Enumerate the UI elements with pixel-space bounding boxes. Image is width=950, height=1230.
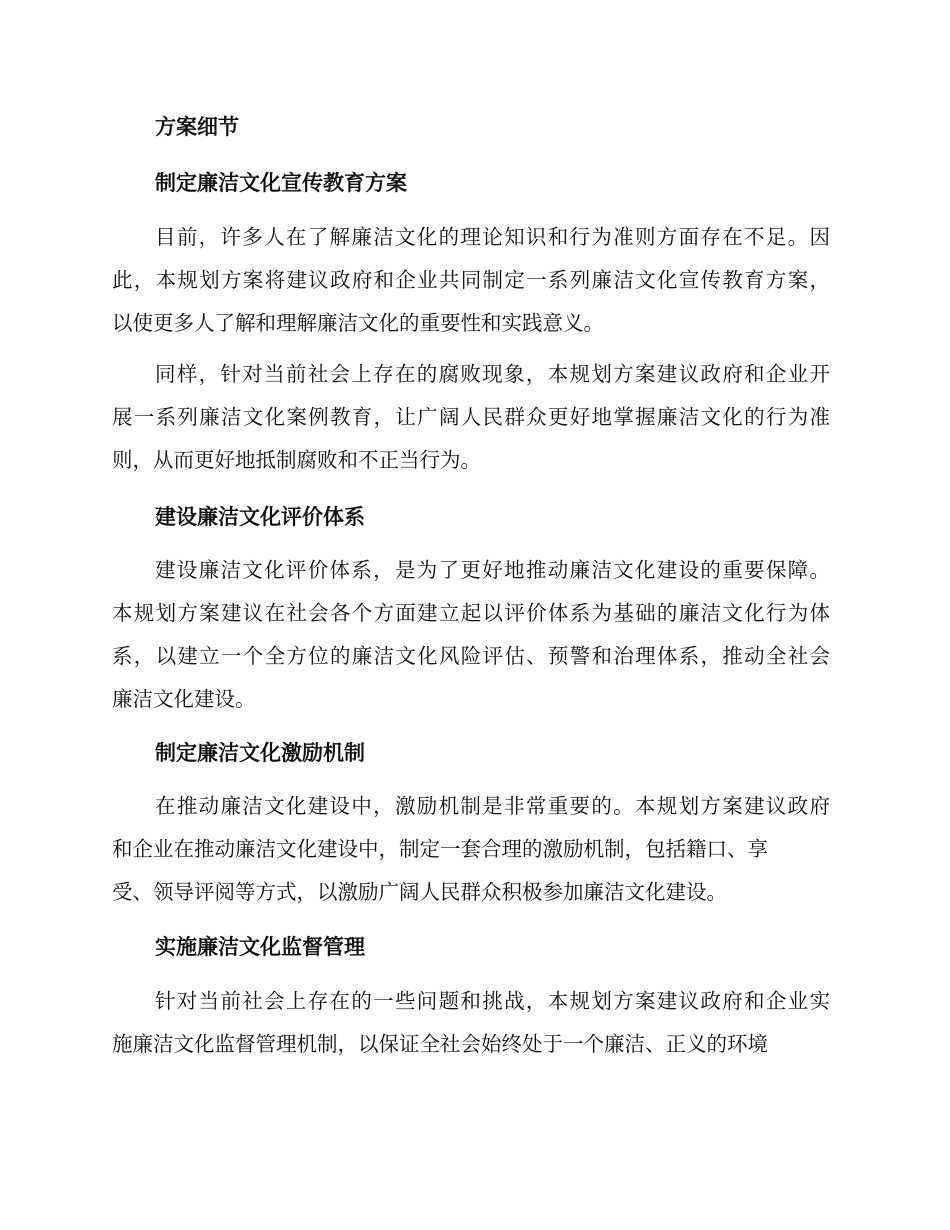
text-line: 施廉洁文化监督管理机制，以保证全社会始终处于一个廉洁、正义的环境 [112,1032,768,1056]
text-line: 此，本规划方案将建议政府和企业共同制定一系列廉洁文化宣传教育方案， [112,268,830,292]
text-line: 廉洁文化建设。 [112,687,256,711]
text-line: 建设廉洁文化评价体系，是为了更好地推动廉洁文化建设的重要保障。 [155,558,830,582]
paragraph-incentive [112,785,830,914]
paragraph-promotion-2 [112,353,830,482]
paragraph-supervision [112,980,830,1066]
text-line: 展一系列廉洁文化案例教育，让广阔人民群众更好地掌握廉洁文化的行为准 [112,405,830,429]
text-line: 受、领导评阅等方式，以激励广阔人民群众积极参加廉洁文化建设。 [112,880,727,904]
heading-promotion-education: 制定廉洁文化宣传教育方案 [155,171,407,195]
paragraph-promotion-1 [112,216,830,345]
text-line: 目前，许多人在了解廉洁文化的理论知识和行为准则方面存在不足。因 [155,225,830,249]
heading-incentive-mechanism: 制定廉洁文化激励机制 [155,741,365,765]
text-line: 针对当前社会上存在的一些问题和挑战，本规划方案建议政府和企业实 [155,989,830,1013]
text-line: 在推动廉洁文化建设中，激励机制是非常重要的。本规划方案建议政府 [155,794,830,818]
text-line: 系，以建立一个全方位的廉洁文化风险评估、预警和治理体系，推动全社会 [112,644,830,668]
heading-supervision-management: 实施廉洁文化监督管理 [155,935,365,959]
heading-evaluation-system: 建设廉洁文化评价体系 [155,505,365,529]
text-line: 同样，针对当前社会上存在的腐败现象，本规划方案建议政府和企业开 [155,362,830,386]
text-line: 和企业在推动廉洁文化建设中，制定一套合理的激励机制，包括籍口、享 [112,837,768,861]
text-line: 以使更多人了解和理解廉洁文化的重要性和实践意义。 [112,311,604,335]
text-line: 本规划方案建议在社会各个方面建立起以评价体系为基础的廉洁文化行为体 [112,601,830,625]
paragraph-evaluation [112,549,830,721]
section-title: 方案细节 [155,115,239,139]
text-line: 则，从而更好地抵制腐败和不正当行为。 [112,448,481,472]
